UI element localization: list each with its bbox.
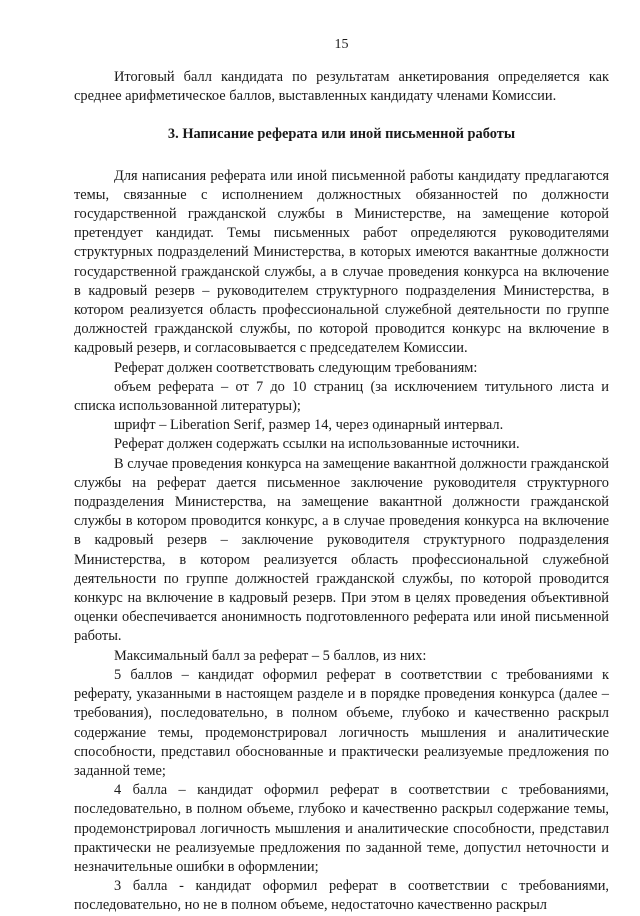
- paragraph-score-5: 5 баллов – кандидат оформил реферат в соответствии с требованиями к реферату, указанными в настоящем разделе и в порядке проведения конкурса (далее – требования), последовательно, в полном объеме, глубоко и качественно раскрыл содержание темы, продемонстрировал логичность мышления и аналитические способности, представил обоснованные и практически реализуемые предложения по заданной теме;: [74, 666, 609, 779]
- paragraph-requirements-intro: Реферат должен соответствовать следующим требованиям:: [114, 359, 478, 376]
- paragraph-volume: объем реферата – от 7 до 10 страниц (за исключением титульного листа и списка использованной литературы);: [74, 378, 609, 415]
- paragraph-font: шрифт – Liberation Serif, размер 14, через одинарный интервал.: [114, 417, 504, 434]
- page-number: 15: [334, 37, 349, 52]
- paragraph-conclusion: В случае проведения конкурса на замещение вакантной должности гражданской службы на реферат дается письменное заключение руководителя структурного подразделения Министерства, на замещение вакантной должности гражданской службы в котором проводится конкурс, а в случае проведения конкурса на включение в кадровый резерв – заключение руководителя структурного подразделения Министерства, в котором реализуется область профессиональной служебной деятельности по группе должностей гражданской службы, по которой проводится конкурс на включение в кадровый резерв. При этом в целях проведения объективной оценки обеспечивается анонимность подготовленного реферата или иной письменной работы.: [74, 455, 609, 645]
- paragraph-references: Реферат должен содержать ссылки на использованные источники.: [114, 436, 520, 453]
- paragraph-score-4: 4 балла – кандидат оформил реферат в соответствии с требованиями, последовательно, в полном объеме, глубоко и качественно раскрыл содержание темы, продемонстрировал логичность мышления и аналитические способности, представил практически не реализуемые предложения по заданной теме, допустил неточности и незначительные ошибки в оформлении;: [74, 782, 609, 875]
- paragraph-max-score: Максимальный балл за реферат – 5 баллов, из них:: [114, 647, 427, 664]
- intro-paragraph: Итоговый балл кандидата по результатам анкетирования определяется как среднее арифметическое баллов, выставленных кандидату членами Комиссии.: [74, 69, 609, 105]
- paragraph-topics: Для написания реферата или иной письменной работы кандидату предлагаются темы, связанные с исполнением должностных обязанностей по должности государственной гражданской службы в Министерстве, на замещение которой претендует кандидат. Темы письменных работ определяются руководителями структурных подразделений Министерства, в которых имеются вакантные должности государственной гражданской службы, а в случае проведения конкурса на включение в кадровый резерв – руководителем структурного подразделения Министерства, в котором реализуется область профессиональной служебной деятельности по группе должностей гражданской службы, по которой проводится конкурс на включение в кадровый резерв, и согласовывается с председателем Комиссии.: [74, 167, 609, 357]
- section-heading: 3. Написание реферата или иной письменной работы: [167, 126, 516, 143]
- paragraph-score-3: 3 балла - кандидат оформил реферат в соответствии с требованиями, последовательно, но не в полном объеме, недостаточно качественно раскрыл: [74, 878, 609, 914]
